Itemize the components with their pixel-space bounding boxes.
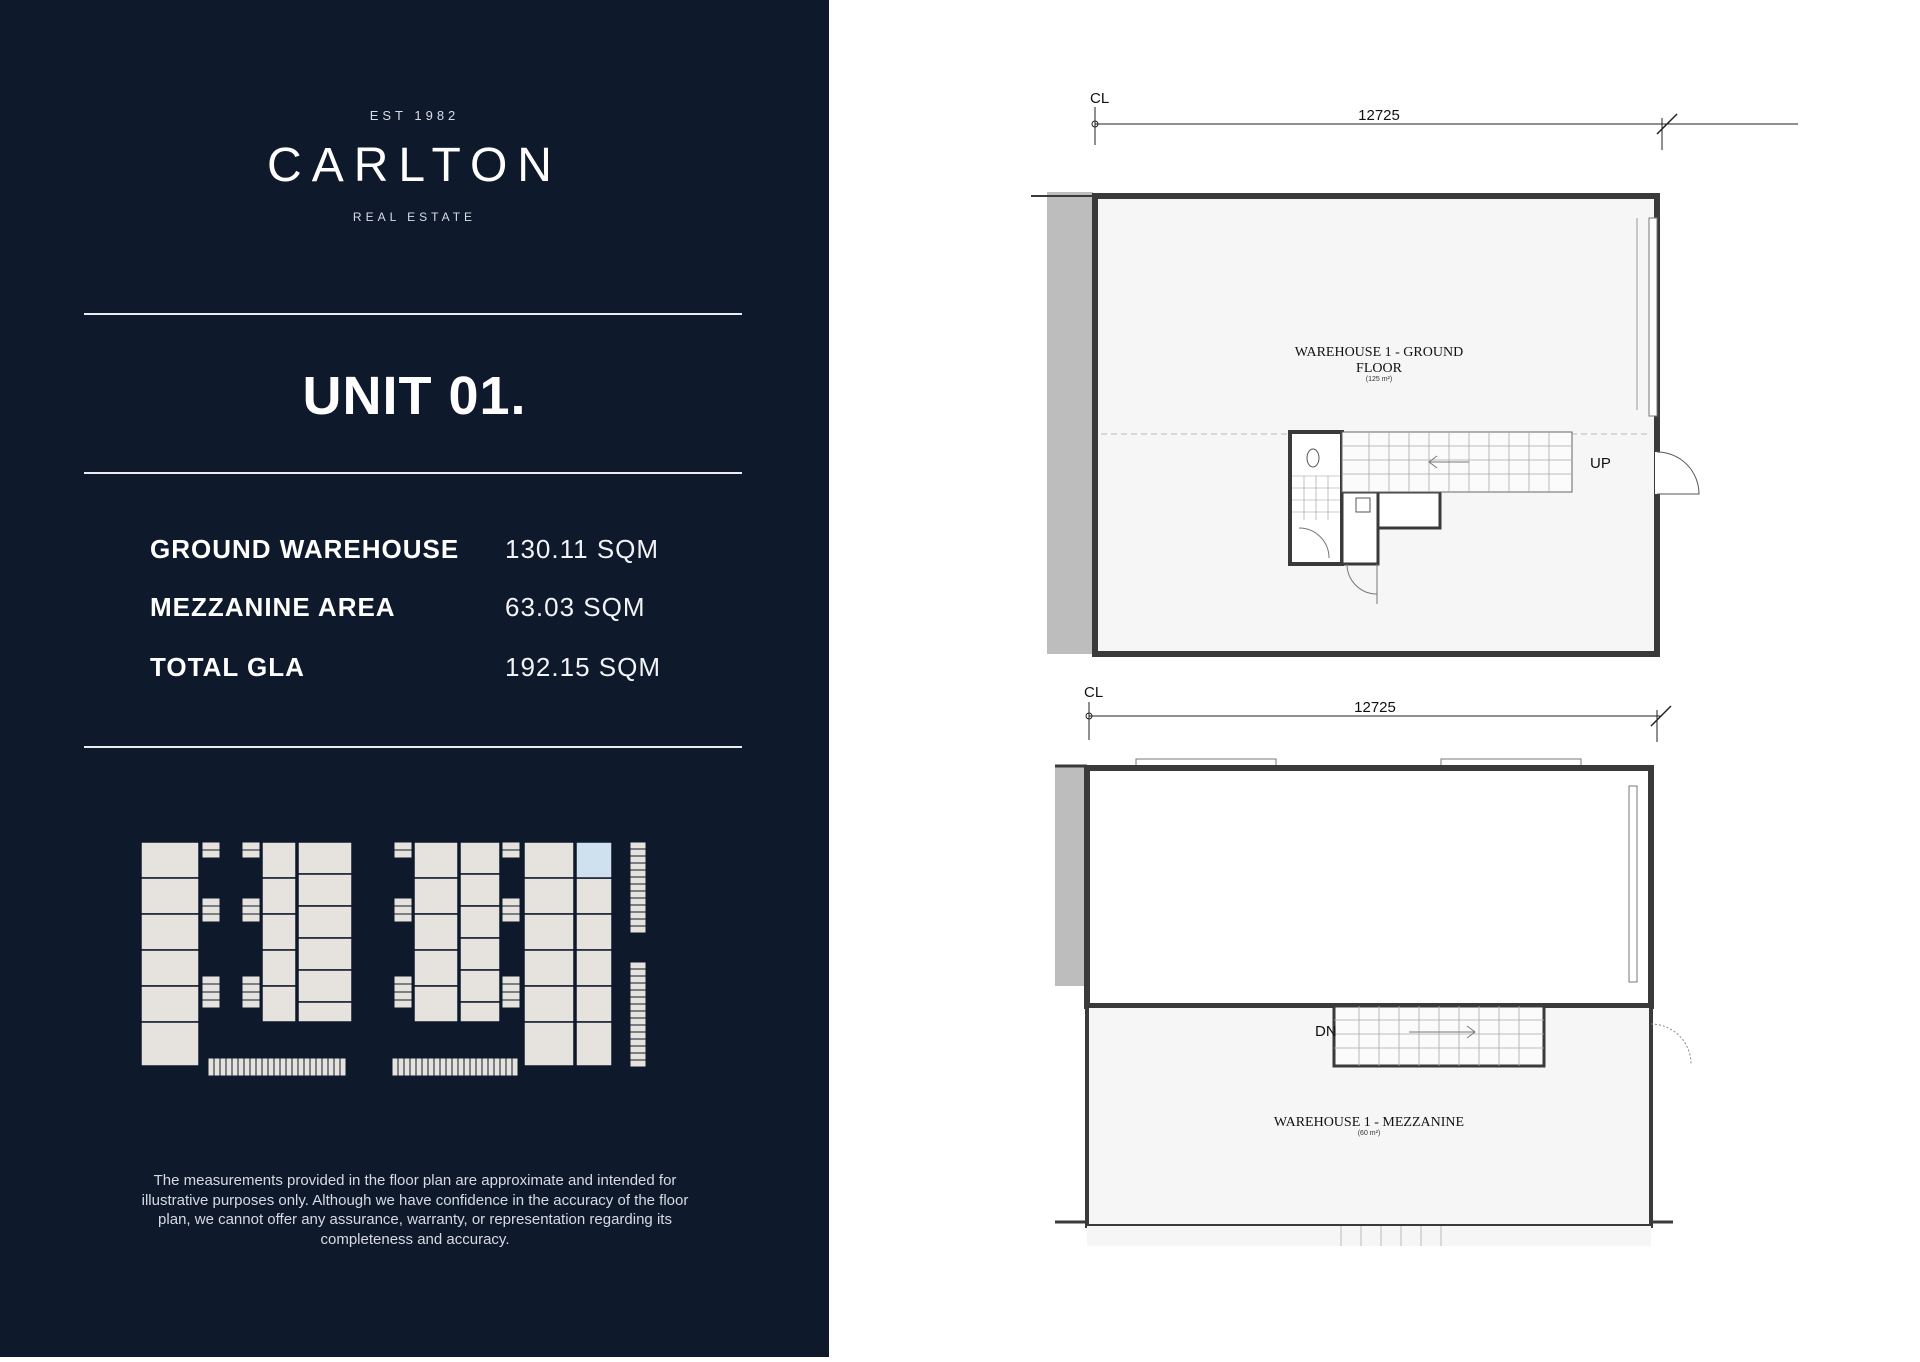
site-unit [141,842,199,878]
brand-logo: CARLTON [267,139,562,192]
divider [84,472,742,474]
site-plan [140,840,690,1080]
stair-label: UP [1590,455,1611,472]
area-label: MEZZANINE AREA [150,592,396,622]
centerline-label: CL [1090,90,1110,107]
floor-plan-drawing [829,0,1920,1357]
mezzanine-dimension: 12725 [1354,699,1396,716]
area-value: 63.03 SQM [505,592,646,622]
mezzanine-void [1087,768,1651,1006]
room-area: (125 m²) [1365,376,1393,383]
adjacent-wall [1047,192,1093,654]
room-area: (60 m²) [1357,1130,1381,1137]
centerline-label: CL [1084,684,1104,701]
room-label: FLOOR [1356,361,1402,376]
room-label: WAREHOUSE 1 - MEZZANINE [1273,1115,1465,1130]
ground-room [1095,196,1657,654]
door-icon [1657,452,1699,494]
area-row-mezzanine [150,592,710,628]
unit-title: UNIT 01. [302,366,527,426]
brand-tagline: REAL ESTATE [352,210,477,224]
stair-mezzanine [1334,1006,1544,1066]
mezzanine-plan [1055,684,1691,1246]
divider [84,313,742,315]
stair-label: DN [1315,1023,1337,1040]
site-unit [141,950,199,986]
site-unit [141,986,199,1022]
area-label: GROUND WAREHOUSE [150,534,460,564]
highlighted-unit [576,842,612,878]
established-year: EST 1982 [369,108,460,123]
area-value: 130.11 SQM [505,534,660,564]
area-row-total [150,652,710,688]
divider [84,746,742,748]
info-panel [0,0,829,1357]
area-value: 192.15 SQM [505,652,661,682]
disclaimer: The measurements provided in the floor plan are approximate and intended for illustrative purposes only. Although we have confidence in the accuracy of the floor plan, we cannot offer any assurance, warranty, or representation regarding its completeness and accuracy. [141,1172,689,1248]
floor-plans [829,0,1920,1357]
ground-dimension: 12725 [1358,107,1400,124]
area-row-ground [150,534,710,570]
site-unit [141,1022,199,1066]
room-label: WAREHOUSE 1 - GROUND [1294,345,1464,360]
site-unit [141,914,199,950]
area-label: TOTAL GLA [150,652,305,682]
site-unit [141,878,199,914]
ground-floor-plan [1031,90,1798,654]
stair-ground [1342,432,1572,492]
